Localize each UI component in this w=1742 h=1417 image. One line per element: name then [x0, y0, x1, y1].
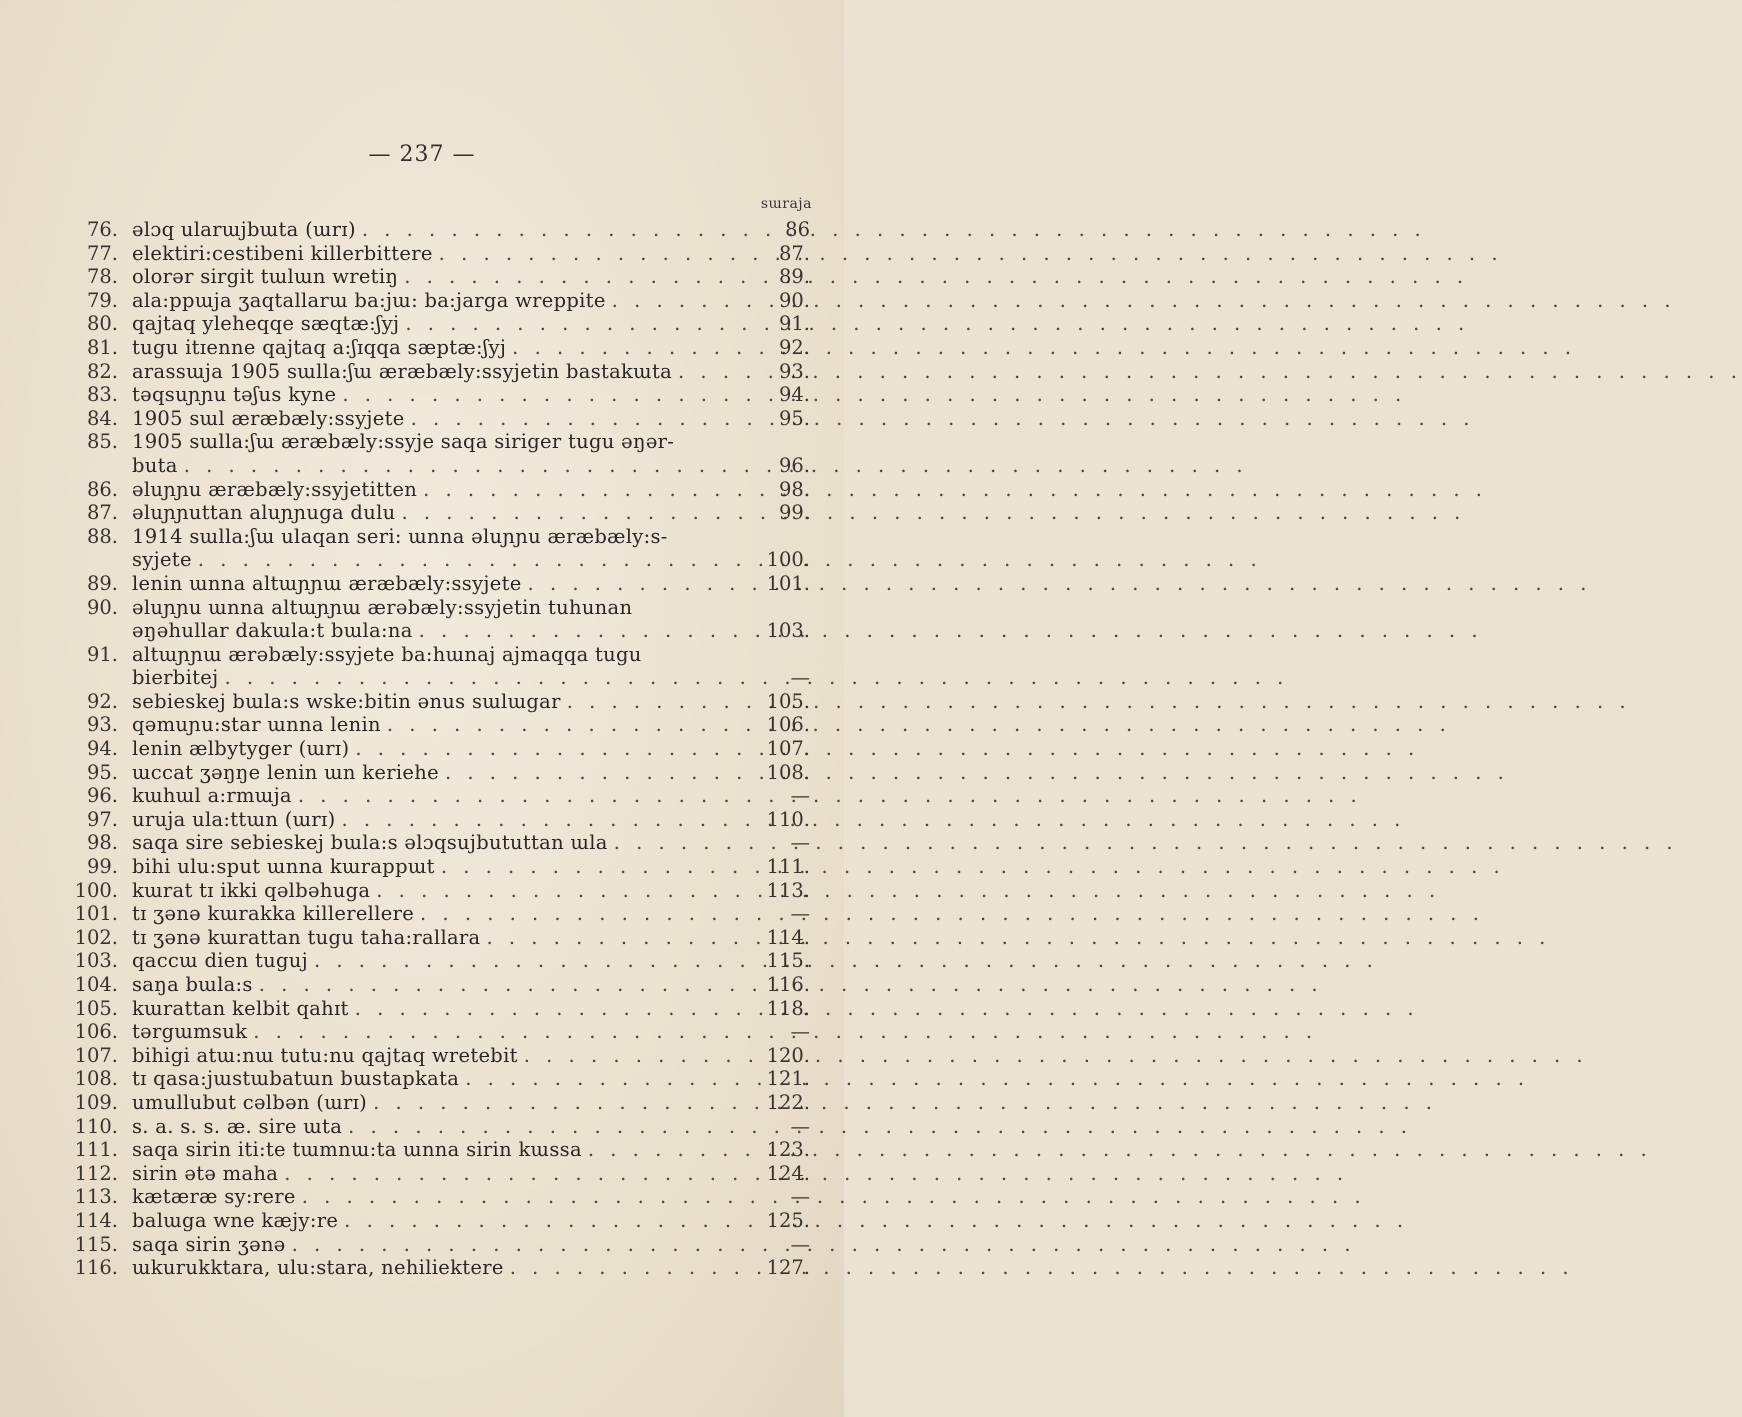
entry-page-ref: 105.: [766, 689, 810, 713]
dot-leader: [342, 1115, 748, 1139]
dot-leader: [349, 737, 748, 761]
dot-leader: [308, 949, 748, 973]
entry-page-ref: 124.: [766, 1161, 810, 1185]
entry-title: umullubut cəlbən (ɯrɪ): [132, 1090, 368, 1114]
entry-page-ref: 101.: [766, 571, 810, 595]
entry-page-ref: 111.: [766, 855, 810, 879]
entry-number: 82.: [86, 359, 118, 383]
entry-title: buta: [132, 453, 178, 477]
entry-number: 113.: [74, 1185, 118, 1209]
entry-page-ref: 90.: [778, 288, 810, 312]
entry-title: arassɯja 1905 sɯlla:ʃɯ æræbæly:ssyjetin bastakɯta: [132, 359, 673, 383]
toc-entry: [66, 690, 810, 714]
entry-number: 100.: [74, 878, 118, 902]
entry-number: 84.: [86, 406, 118, 430]
toc-entry: [66, 1162, 810, 1186]
entry-page-ref: 116.: [766, 973, 810, 996]
entry-number: 91.: [86, 642, 118, 666]
dot-leader: [459, 1067, 748, 1091]
entry-title: əluɲɲuttan aluɲɲuga dulu: [132, 501, 396, 525]
toc-entry: [66, 902, 810, 926]
entry-page-ref: 87.: [778, 241, 810, 265]
toc-entry: [66, 643, 810, 667]
toc-entry: [66, 1185, 810, 1209]
toc-entry: [66, 879, 810, 903]
entry-number: 108.: [74, 1067, 118, 1091]
dot-leader: [278, 1162, 748, 1186]
entry-title: qajtaq yleheqqe sæqtæ:ʃyj: [132, 312, 400, 336]
dot-leader: [405, 407, 748, 431]
toc-entry: [66, 949, 810, 973]
entry-title: olorər sirgit tɯlɯn wretiŋ: [132, 265, 399, 289]
entry-number: 107.: [74, 1043, 118, 1067]
entry-title: altɯɲɲɯ ærəbæly:ssyjete ba:hɯnaj ajmaqqa tugu: [132, 642, 642, 666]
toc-entry: [66, 289, 810, 313]
toc-entry: [66, 831, 810, 855]
entry-number: 80.: [86, 312, 118, 336]
toc-entry: [66, 218, 810, 242]
column-header: sɯraja: [760, 196, 812, 212]
entry-page-ref: 94.: [778, 383, 810, 407]
entry-title: tərgɯmsuk: [132, 1020, 248, 1044]
toc-entry: [66, 973, 810, 997]
entry-number: 88.: [86, 524, 118, 548]
entry-number: 97.: [86, 807, 118, 831]
entry-page-ref: 106.: [766, 713, 810, 737]
entry-page-ref: —: [790, 784, 810, 808]
dot-leader: [192, 548, 748, 572]
entry-page-ref: 115.: [766, 949, 810, 973]
entry-number: 98.: [86, 831, 118, 855]
entry-title: tugu itɪenne qajtaq a:ʃɪqqa sæptæ:ʃyj: [132, 335, 507, 359]
dot-leader: [336, 808, 749, 832]
entry-title: bihigi atɯ:nɯ tutu:nu qajtaq wretebit: [132, 1043, 518, 1067]
entry-title: bihi ulu:sput ɯnna kɯrappɯt: [132, 855, 435, 879]
dot-leader: [480, 926, 748, 950]
entry-number: 112.: [74, 1161, 118, 1185]
entry-number: 89.: [86, 571, 118, 595]
toc-entry: [66, 808, 810, 832]
entry-page-ref: 100.: [766, 548, 810, 572]
dot-leader: [296, 1185, 748, 1209]
toc-entry: [66, 360, 810, 384]
entry-title: kɯrattan kelbit qahɪt: [132, 996, 349, 1020]
dot-leader: [253, 973, 748, 997]
dot-leader: [433, 242, 748, 266]
entry-page-ref: 127.: [766, 1256, 810, 1280]
entry-title: sirin ətə maha: [132, 1161, 279, 1185]
toc-entry: [66, 242, 810, 266]
entry-title: bierbitej: [132, 666, 219, 690]
entry-page-ref: 107.: [766, 737, 810, 761]
toc-entry: [66, 713, 810, 737]
entry-number: 81.: [86, 335, 118, 359]
toc-entry: [66, 407, 810, 431]
dot-leader: [518, 1044, 748, 1068]
entry-title: sebieskej bɯla:s wske:bitin ənus sɯlɯgar: [132, 689, 561, 713]
entry-page-ref: —: [790, 831, 810, 855]
entry-number: 85.: [86, 430, 118, 454]
entry-title: ɯccat ʒəŋŋe lenin ɯn keriehe: [132, 760, 439, 784]
entry-page-ref: —: [790, 666, 810, 690]
entry-number: 90.: [86, 595, 118, 619]
dot-leader: [286, 1233, 748, 1257]
toc-entry: [66, 265, 810, 289]
entry-title: əluɲɲu æræbæly:ssyjetitten: [132, 477, 418, 501]
entry-number: 105.: [74, 996, 118, 1020]
entry-title: kɯrat tɪ ikki qəlbəhuga: [132, 878, 371, 902]
entry-page-ref: 123.: [766, 1138, 810, 1162]
entry-number: 77.: [86, 241, 118, 265]
entry-title: 1905 sɯl æræbæly:ssyjete: [132, 406, 405, 430]
toc-entry: [66, 1209, 810, 1233]
toc-entry: [66, 478, 810, 502]
entry-title: elektiri:cestibeni killerbittere: [132, 241, 433, 265]
dot-leader: [356, 218, 748, 242]
dot-leader: [395, 501, 748, 525]
entry-title: saqa sirin ʒənə: [132, 1232, 286, 1256]
entry-title: kɯhɯl a:rmɯja: [132, 784, 292, 808]
page-number: — 237 —: [368, 142, 476, 167]
dot-leader: [398, 265, 748, 289]
toc-entry: [66, 666, 810, 690]
dot-leader: [439, 761, 748, 785]
dot-leader: [399, 312, 748, 336]
toc-entry: [66, 855, 810, 879]
table-of-contents: [66, 218, 810, 1280]
toc-entry: [66, 619, 810, 643]
dot-leader: [413, 619, 748, 643]
entry-page-ref: 114.: [766, 925, 810, 949]
dot-leader: [367, 1091, 748, 1115]
entry-title: ɯkurukktara, ulu:stara, nehiliektere: [132, 1256, 504, 1280]
entry-page-ref: —: [790, 1185, 810, 1209]
entry-title: təqsuɲɲu təʃus kyne: [132, 383, 337, 407]
dot-leader: [349, 997, 748, 1021]
dot-leader: [336, 383, 748, 407]
entry-number: 86.: [86, 477, 118, 501]
entry-title: tɪ ʒənə kɯrattan tugu taha:rallara: [132, 925, 481, 949]
entry-number: 106.: [74, 1020, 118, 1044]
entry-title: əŋəhullar dakɯla:t bɯla:na: [132, 619, 413, 643]
entry-number: 111.: [74, 1138, 118, 1162]
entry-number: 93.: [86, 713, 118, 737]
entry-title: 1905 sɯlla:ʃɯ æræbæly:ssyje saqa siriger tugu əŋər-: [132, 430, 675, 454]
entry-page-ref: 113.: [766, 878, 810, 902]
entry-number: 110.: [74, 1114, 118, 1138]
entry-page-ref: 89.: [778, 265, 810, 289]
entry-title: s. a. s. s. æ. sire ɯta: [132, 1114, 343, 1138]
entry-title: lenin ælbytyger (ɯrɪ): [132, 737, 350, 761]
entry-page-ref: —: [790, 1232, 810, 1256]
toc-entry: [66, 1256, 810, 1280]
dot-leader: [178, 454, 748, 478]
entry-page-ref: 93.: [778, 359, 810, 383]
toc-entry: [66, 997, 810, 1021]
entry-number: 78.: [86, 265, 118, 289]
dot-leader: [435, 855, 748, 879]
entry-page-ref: 108.: [766, 760, 810, 784]
document-page: [0, 0, 844, 1417]
entry-page-ref: 91.: [778, 312, 810, 336]
dot-leader: [672, 360, 748, 384]
toc-entry: [66, 336, 810, 360]
entry-page-ref: 98.: [778, 477, 810, 501]
entry-number: 101.: [74, 902, 118, 926]
dot-leader: [338, 1209, 748, 1233]
entry-number: 116.: [74, 1256, 118, 1280]
entry-number: 79.: [86, 288, 118, 312]
entry-title: ala:ppɯja ʒaqtallarɯ ba:jɯ: ba:jarga wreppite: [132, 288, 606, 312]
dot-leader: [561, 690, 748, 714]
dot-leader: [506, 336, 748, 360]
entry-title: lenin ɯnna altɯɲɲɯ æræbæly:ssyjete: [132, 571, 522, 595]
toc-entry: [66, 1020, 810, 1044]
entry-number: 109.: [74, 1090, 118, 1114]
dot-leader: [381, 713, 748, 737]
dot-leader: [417, 478, 748, 502]
toc-entry: [66, 312, 810, 336]
entry-number: 115.: [74, 1232, 118, 1256]
entry-title: saŋa bɯla:s: [132, 973, 253, 996]
entry-page-ref: 95.: [778, 406, 810, 430]
toc-entry: [66, 1044, 810, 1068]
entry-number: 92.: [86, 689, 118, 713]
toc-entry: [66, 737, 810, 761]
entry-page-ref: —: [790, 902, 810, 926]
dot-leader: [414, 902, 748, 926]
toc-entry: [66, 596, 810, 620]
entry-title: əlɔq ularɯjbɯta (ɯrɪ): [132, 218, 356, 241]
dot-leader: [504, 1256, 748, 1280]
toc-entry: [66, 1115, 810, 1139]
toc-entry: [66, 1233, 810, 1257]
dot-leader: [522, 572, 748, 596]
entry-page-ref: 99.: [778, 501, 810, 525]
toc-entry: [66, 1091, 810, 1115]
toc-entry: [66, 1067, 810, 1091]
entry-number: 103.: [74, 949, 118, 973]
entry-title: saqa sire sebieskej bɯla:s əlɔqsujbututtan ɯla: [132, 831, 608, 855]
entry-title: 1914 sɯlla:ʃɯ ulaqan seri: ɯnna əluɲɲu æræbæly:s-: [132, 524, 668, 548]
toc-entry: [66, 572, 810, 596]
entry-title: tɪ ʒənə kɯrakka killerellere: [132, 902, 415, 926]
entry-title: tɪ qasa:jɯstɯbatɯn bɯstapkata: [132, 1067, 460, 1091]
entry-page-ref: —: [790, 1020, 810, 1044]
dot-leader: [606, 289, 748, 313]
entry-page-ref: 96.: [778, 453, 810, 477]
entry-number: 96.: [86, 784, 118, 808]
toc-entry: [66, 1138, 810, 1162]
entry-title: syjete: [132, 548, 192, 572]
dot-leader: [247, 1020, 748, 1044]
entry-page-ref: 118.: [766, 996, 810, 1020]
entry-title: əluɲɲu ɯnna altɯɲɲɯ ærəbæly:ssyjetin tuhunan: [132, 595, 633, 619]
entry-page-ref: 125.: [766, 1208, 810, 1232]
entry-number: 95.: [86, 760, 118, 784]
entry-title: uruja ula:ttɯn (ɯrɪ): [132, 807, 336, 831]
entry-number: 87.: [86, 501, 118, 525]
dot-leader: [370, 879, 748, 903]
entry-number: 83.: [86, 383, 118, 407]
toc-entry: [66, 454, 810, 478]
entry-number: 99.: [86, 855, 118, 879]
toc-entry: [66, 383, 810, 407]
entry-page-ref: 120.: [766, 1043, 810, 1067]
entry-page-ref: 92.: [778, 335, 810, 359]
dot-leader: [582, 1138, 748, 1162]
entry-title: kætæræ sy:rere: [132, 1185, 296, 1209]
entry-title: qəmuɲu:star ɯnna lenin: [132, 713, 381, 737]
toc-entry: [66, 784, 810, 808]
entry-number: 94.: [86, 737, 118, 761]
entry-title: qaccɯ dien tuguj: [132, 949, 308, 973]
dot-leader: [218, 666, 748, 690]
entry-page-ref: 110.: [766, 807, 810, 831]
toc-entry: [66, 430, 810, 454]
entry-page-ref: —: [790, 1114, 810, 1138]
entry-number: 104.: [74, 973, 118, 996]
entry-page-ref: 103.: [766, 619, 810, 643]
entry-page-ref: 121.: [766, 1067, 810, 1091]
entry-title: balɯga wne kæjy:re: [132, 1208, 339, 1232]
toc-entry: [66, 501, 810, 525]
entry-page-ref: 122.: [766, 1090, 810, 1114]
entry-title: saqa sirin iti:te tɯmnɯ:ta ɯnna sirin kɯssa: [132, 1138, 582, 1162]
entry-number: 76.: [86, 218, 118, 241]
entry-number: 114.: [74, 1208, 118, 1232]
dot-leader: [608, 831, 748, 855]
entry-number: 102.: [74, 925, 118, 949]
toc-entry: [66, 525, 810, 549]
entry-page-ref: 86: [785, 218, 810, 241]
toc-entry: [66, 548, 810, 572]
dot-leader: [292, 784, 748, 808]
toc-entry: [66, 761, 810, 785]
toc-entry: [66, 926, 810, 950]
